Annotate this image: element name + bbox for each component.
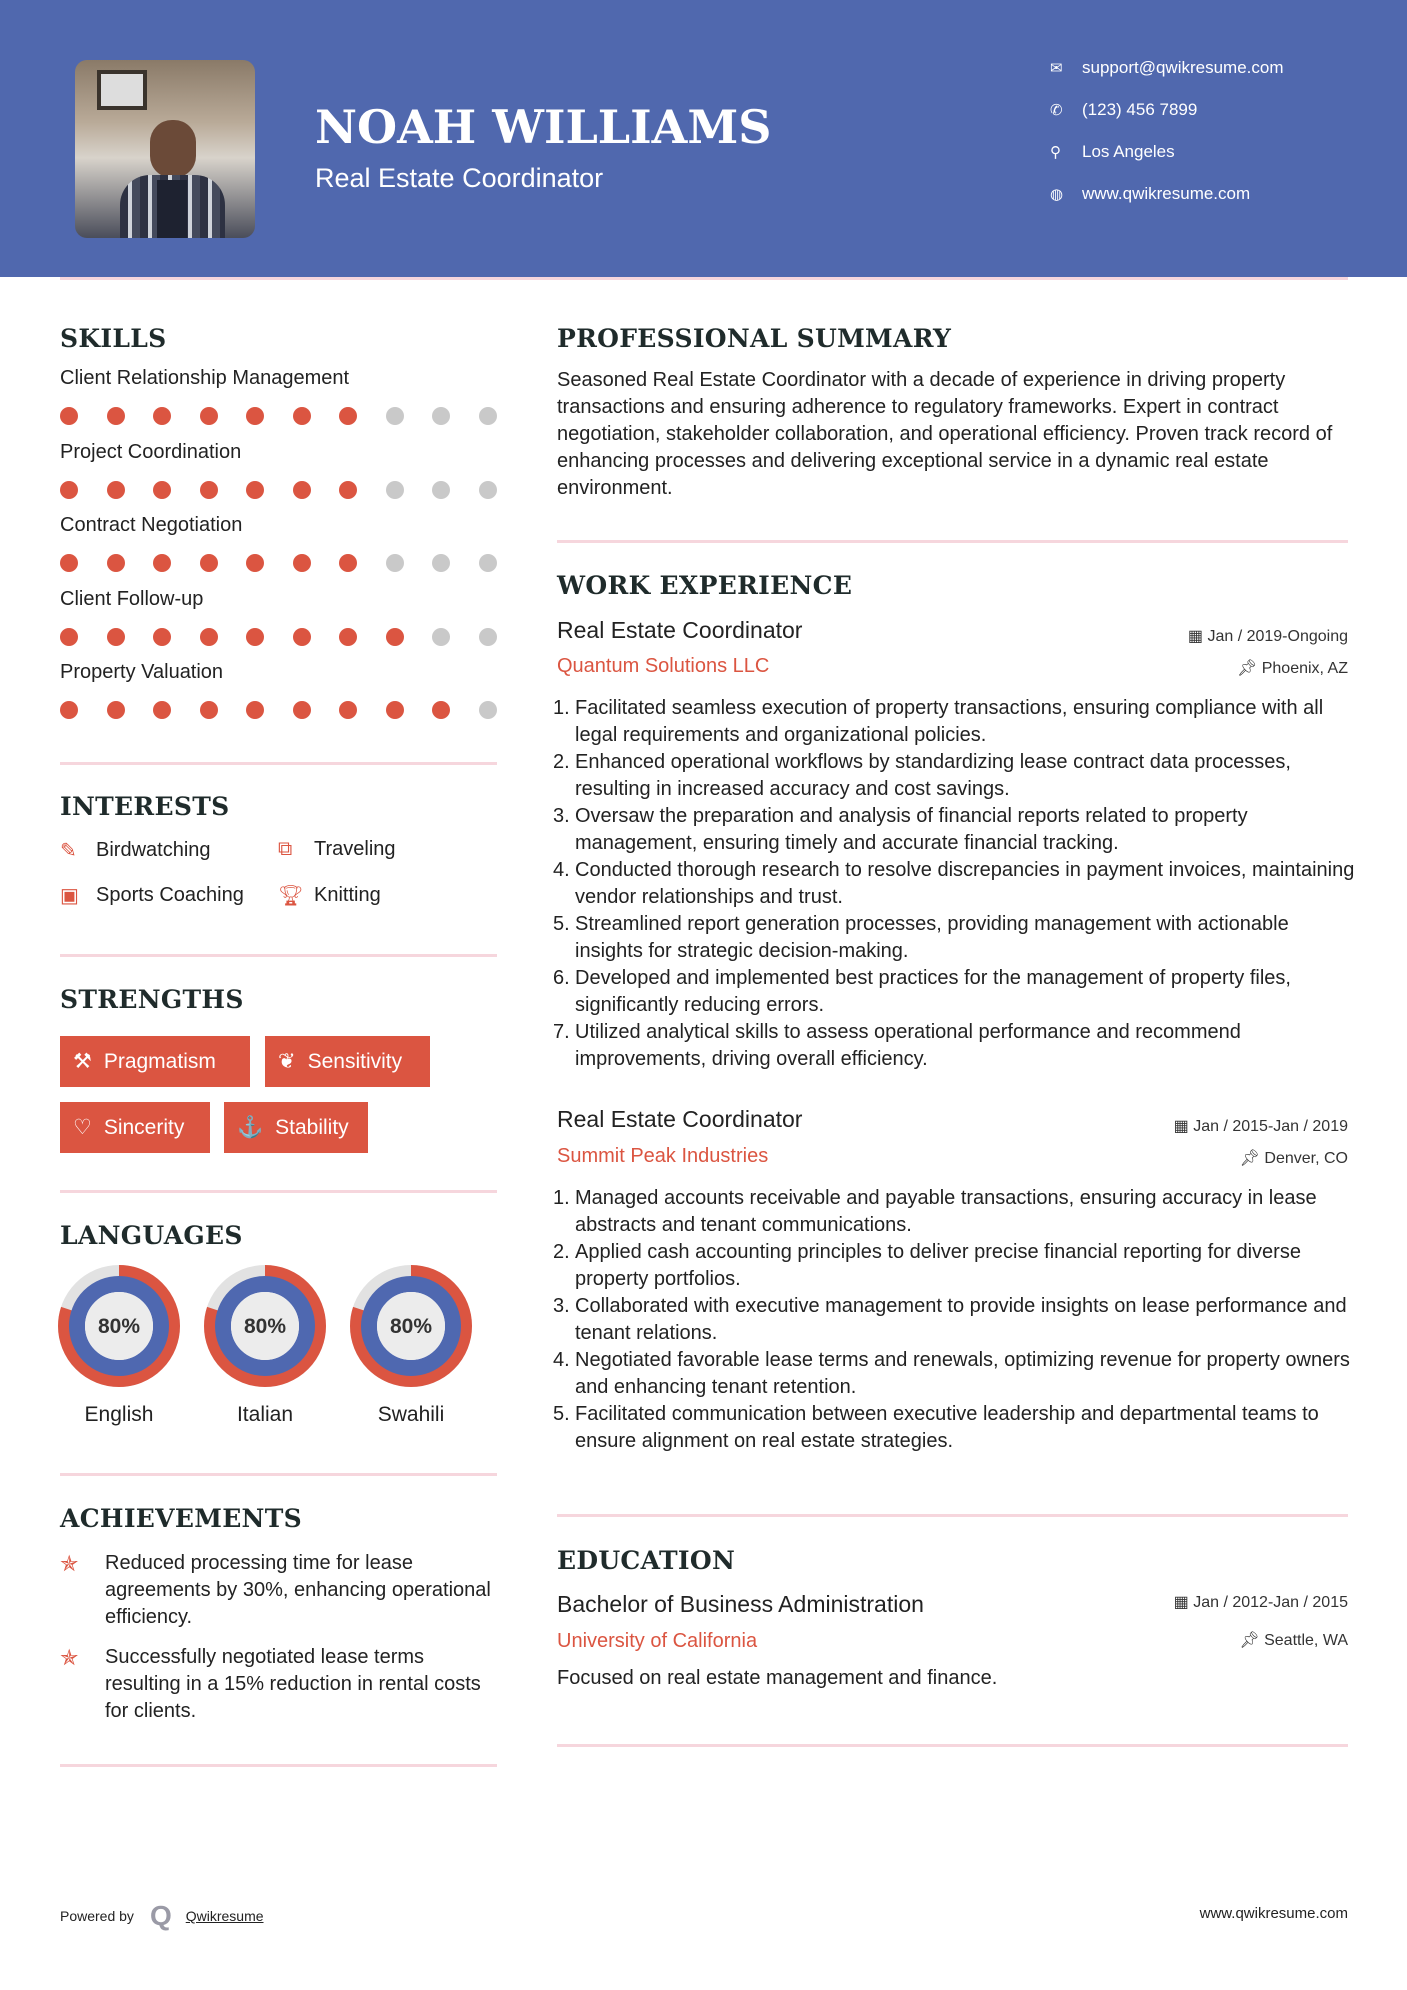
language-donut	[57, 1264, 181, 1388]
rating-dot-filled	[107, 701, 125, 719]
rating-dot-filled	[246, 481, 264, 499]
interest-label: Birdwatching	[96, 839, 211, 861]
achievements-heading: ACHIEVEMENTS	[60, 1504, 302, 1533]
school-name: University of California	[557, 1630, 758, 1652]
skill-name: Property Valuation	[60, 661, 224, 683]
skills-heading: SKILLS	[60, 324, 167, 353]
footer-powered-by	[60, 1900, 264, 1932]
rating-dot-filled	[107, 628, 125, 646]
rating-dot-filled	[200, 628, 218, 646]
language-item	[57, 1264, 181, 1427]
calendar-icon: ▦	[1173, 1118, 1194, 1135]
skill-name: Client Relationship Management	[60, 367, 350, 389]
responsibility-item: Managed accounts receivable and payable transactions, ensuring accuracy in lease abstracts and tenant communications.	[575, 1187, 1317, 1236]
job-title: Real Estate Coordinator	[557, 617, 803, 643]
qwikresume-link[interactable]: Qwikresume	[185, 1908, 264, 1924]
rating-dot-filled	[246, 628, 264, 646]
trophy-icon: 🏆︎	[278, 885, 304, 907]
education-dates	[1174, 1592, 1348, 1612]
languages-heading: LANGUAGES	[60, 1221, 243, 1250]
location-text: Phoenix, AZ	[1261, 660, 1348, 677]
powered-by-text: Powered by	[60, 1908, 134, 1924]
language-item	[349, 1264, 473, 1427]
location-text: Seattle, WA	[1264, 1632, 1348, 1649]
section-divider	[557, 1514, 1348, 1517]
rating-dot-filled	[200, 481, 218, 499]
heart-icon: ♡	[73, 1116, 92, 1139]
pencil-square-icon: ✎	[60, 840, 77, 862]
rating-dot-filled	[432, 701, 450, 719]
globe-icon: ◍	[1050, 186, 1064, 203]
skill-name: Contract Negotiation	[60, 514, 243, 536]
responsibility-item: Oversaw the preparation and analysis of financial reports related to property management, ensuring timely and accurate financial tracking.	[575, 805, 1248, 854]
language-donut	[349, 1264, 473, 1388]
qwikresume-logo-icon: Q	[149, 1900, 172, 1931]
section-divider	[60, 1473, 497, 1476]
strength-label: Pragmatism	[103, 1049, 216, 1073]
rating-dot-filled	[386, 701, 404, 719]
rating-dot-filled	[293, 628, 311, 646]
leaf-icon: ❦	[278, 1050, 296, 1073]
rating-dot-filled	[60, 628, 78, 646]
skill-name: Project Coordination	[60, 440, 242, 463]
interest-item	[278, 838, 396, 861]
section-divider	[557, 1744, 1348, 1747]
footer-website[interactable]: www.qwikresume.com	[1199, 1905, 1348, 1922]
responsibility-item: Applied cash accounting principles to deliver precise financial reporting for diverse property portfolios.	[575, 1241, 1301, 1290]
strength-label: Sincerity	[103, 1115, 185, 1139]
summary-text: Seasoned Real Estate Coordinator with a decade of experience in driving property transactions and ensuring adherence to regulatory frameworks. Expert in contract negotiation, stakeholder collaboration, and operational efficiency. Proven track record of enhancing processes and delivering exceptional service in a dynamic real estate environment.	[557, 369, 1333, 499]
rating-dot-filled	[200, 407, 218, 425]
rating-dot-filled	[153, 481, 171, 499]
pin-icon: 📌︎	[1236, 660, 1262, 677]
rating-dot-filled	[293, 554, 311, 572]
contact-text: www.qwikresume.com	[1082, 184, 1251, 203]
language-percent: 80%	[389, 1315, 433, 1338]
rating-dot-filled	[339, 628, 357, 646]
contact-text: support@qwikresume.com	[1082, 58, 1284, 77]
star-icon: ✯	[60, 1645, 79, 1670]
rating-dot-filled	[293, 407, 311, 425]
rating-dot-empty	[386, 554, 404, 572]
job-dates	[1188, 626, 1348, 646]
achievement-text: Successfully negotiated lease terms resulting in a 15% reduction in rental costs for clients.	[105, 1646, 481, 1722]
skill-rating	[60, 628, 497, 646]
responsibility-item: Conducted thorough research to resolve discrepancies in payment invoices, maintaining vendor relationships and trust.	[575, 859, 1355, 908]
responsibility-item: Facilitated communication between executive leadership and departmental teams to ensure alignment on real estate strategies.	[575, 1403, 1319, 1452]
pin-icon: 📌︎	[1239, 1150, 1265, 1167]
responsibility-item: Streamlined report generation processes, providing management with actionable insights for strategic decision-making.	[575, 913, 1289, 962]
interest-label: Knitting	[314, 884, 381, 906]
language-name: English	[84, 1403, 154, 1426]
job-dates	[1174, 1116, 1348, 1136]
interest-label: Traveling	[314, 838, 396, 860]
interests-heading: INTERESTS	[60, 792, 230, 821]
rating-dot-filled	[60, 701, 78, 719]
rating-dot-filled	[107, 481, 125, 499]
summary-heading: PROFESSIONAL SUMMARY	[557, 324, 952, 353]
responsibility-item: Collaborated with executive management to provide insights on lease performance and tenant relations.	[575, 1295, 1347, 1344]
strength-badge	[224, 1102, 368, 1153]
responsibility-item: Developed and implemented best practices for the management of property files, significantly reducing errors.	[575, 967, 1291, 1016]
rating-dot-filled	[339, 481, 357, 499]
section-divider	[60, 1764, 497, 1767]
job-location	[1237, 658, 1348, 678]
anchor-icon: ⚓	[237, 1115, 264, 1139]
degree-title: Bachelor of Business Administration	[557, 1591, 924, 1617]
dates-text: Jan / 2012-Jan / 2015	[1193, 1594, 1348, 1611]
rating-dot-empty	[432, 554, 450, 572]
strength-badge	[60, 1102, 210, 1153]
location-text: Denver, CO	[1264, 1150, 1348, 1167]
education-description: Focused on real estate management and finance.	[557, 1667, 998, 1689]
contact-text: Los Angeles	[1082, 142, 1175, 161]
achievement-text: Reduced processing time for lease agreements by 30%, enhancing operational efficiency.	[105, 1552, 491, 1628]
language-donut	[203, 1264, 327, 1388]
rating-dot-filled	[107, 407, 125, 425]
dates-text: Jan / 2015-Jan / 2019	[1193, 1118, 1348, 1135]
rating-dot-filled	[60, 554, 78, 572]
job-responsibilities	[557, 695, 1357, 1073]
achievement-item	[60, 1644, 500, 1725]
section-divider	[60, 1190, 497, 1193]
rating-dot-filled	[339, 701, 357, 719]
map-pin-icon: ⚲	[1050, 144, 1061, 161]
rating-dot-filled	[200, 554, 218, 572]
interest-label: Sports Coaching	[96, 884, 244, 906]
job-responsibilities	[557, 1185, 1357, 1455]
language-item	[203, 1264, 327, 1427]
candidate-title: Real Estate Coordinator	[315, 163, 604, 193]
calendar-icon: ▦	[1173, 1594, 1194, 1611]
strength-label: Stability	[275, 1115, 349, 1139]
strength-badge	[60, 1036, 250, 1087]
rating-dot-filled	[246, 701, 264, 719]
responsibility-item: Negotiated favorable lease terms and renewals, optimizing revenue for property owners and enhancing tenant retention.	[575, 1349, 1350, 1398]
language-name: Swahili	[377, 1403, 445, 1426]
rating-dot-empty	[432, 481, 450, 499]
rating-dot-filled	[60, 481, 78, 499]
skill-rating	[60, 554, 497, 572]
profile-photo	[75, 60, 255, 238]
gavel-icon: ⚒	[73, 1050, 92, 1073]
strength-label: Sensitivity	[307, 1049, 403, 1073]
responsibility-item: Enhanced operational workflows by standardizing lease contract data processes, resulting in increased accuracy and cost savings.	[575, 751, 1291, 800]
achievement-item	[60, 1550, 500, 1631]
rating-dot-filled	[153, 407, 171, 425]
rating-dot-filled	[60, 407, 78, 425]
rating-dot-empty	[479, 701, 497, 719]
contact-phone	[1050, 100, 1197, 120]
rating-dot-empty	[479, 407, 497, 425]
briefcase-icon: ▣	[60, 885, 79, 907]
rating-dot-filled	[386, 628, 404, 646]
rating-dot-empty	[479, 481, 497, 499]
rating-dot-empty	[479, 628, 497, 646]
rating-dot-empty	[386, 481, 404, 499]
binoculars-icon: ⧉	[278, 838, 293, 860]
contact-location	[1050, 142, 1175, 162]
rating-dot-filled	[246, 554, 264, 572]
skill-name: Client Follow-up	[60, 587, 204, 610]
rating-dot-filled	[153, 701, 171, 719]
job-location	[1240, 1148, 1348, 1168]
strengths-heading: STRENGTHS	[60, 985, 244, 1014]
responsibility-item: Utilized analytical skills to assess operational performance and recommend improvements, driving overall efficiency.	[575, 1021, 1241, 1070]
contact-email[interactable]	[1050, 58, 1284, 78]
experience-heading: WORK EXPERIENCE	[557, 571, 853, 600]
rating-dot-filled	[293, 481, 311, 499]
star-icon: ✯	[60, 1551, 79, 1576]
skill-rating	[60, 407, 497, 425]
contact-website[interactable]	[1050, 184, 1250, 204]
section-divider	[60, 954, 497, 957]
strength-badge	[265, 1036, 430, 1087]
rating-dot-filled	[293, 701, 311, 719]
interest-item	[278, 883, 381, 908]
education-location	[1239, 1630, 1348, 1650]
rating-dot-filled	[153, 554, 171, 572]
rating-dot-filled	[107, 554, 125, 572]
skill-rating	[60, 481, 497, 499]
section-divider	[557, 540, 1348, 543]
rating-dot-filled	[200, 701, 218, 719]
rating-dot-empty	[432, 628, 450, 646]
rating-dot-filled	[246, 407, 264, 425]
company-name: Summit Peak Industries	[557, 1145, 769, 1167]
rating-dot-empty	[386, 407, 404, 425]
envelope-icon: ✉	[1050, 60, 1063, 77]
education-heading: EDUCATION	[557, 1546, 736, 1575]
rating-dot-empty	[479, 554, 497, 572]
job-title: Real Estate Coordinator	[557, 1106, 803, 1132]
dates-text: Jan / 2019-Ongoing	[1207, 628, 1348, 645]
calendar-icon: ▦	[1187, 628, 1208, 645]
interest-item	[60, 883, 244, 908]
responsibility-item: Facilitated seamless execution of property transactions, ensuring compliance with all legal requirements and organizational policies.	[575, 697, 1324, 746]
language-percent: 80%	[243, 1315, 287, 1338]
skill-rating	[60, 701, 497, 719]
pin-icon: 📌︎	[1239, 1632, 1265, 1649]
company-name: Quantum Solutions LLC	[557, 655, 770, 677]
rating-dot-empty	[432, 407, 450, 425]
interest-item	[60, 838, 211, 863]
phone-icon: ✆	[1050, 102, 1063, 119]
language-percent: 80%	[97, 1315, 141, 1338]
candidate-name: NOAH WILLIAMS	[315, 100, 772, 154]
header-divider	[60, 277, 1348, 280]
rating-dot-filled	[339, 554, 357, 572]
rating-dot-filled	[153, 628, 171, 646]
language-name: Italian	[236, 1403, 294, 1426]
rating-dot-filled	[339, 407, 357, 425]
contact-text: (123) 456 7899	[1082, 100, 1198, 119]
section-divider	[60, 762, 497, 765]
